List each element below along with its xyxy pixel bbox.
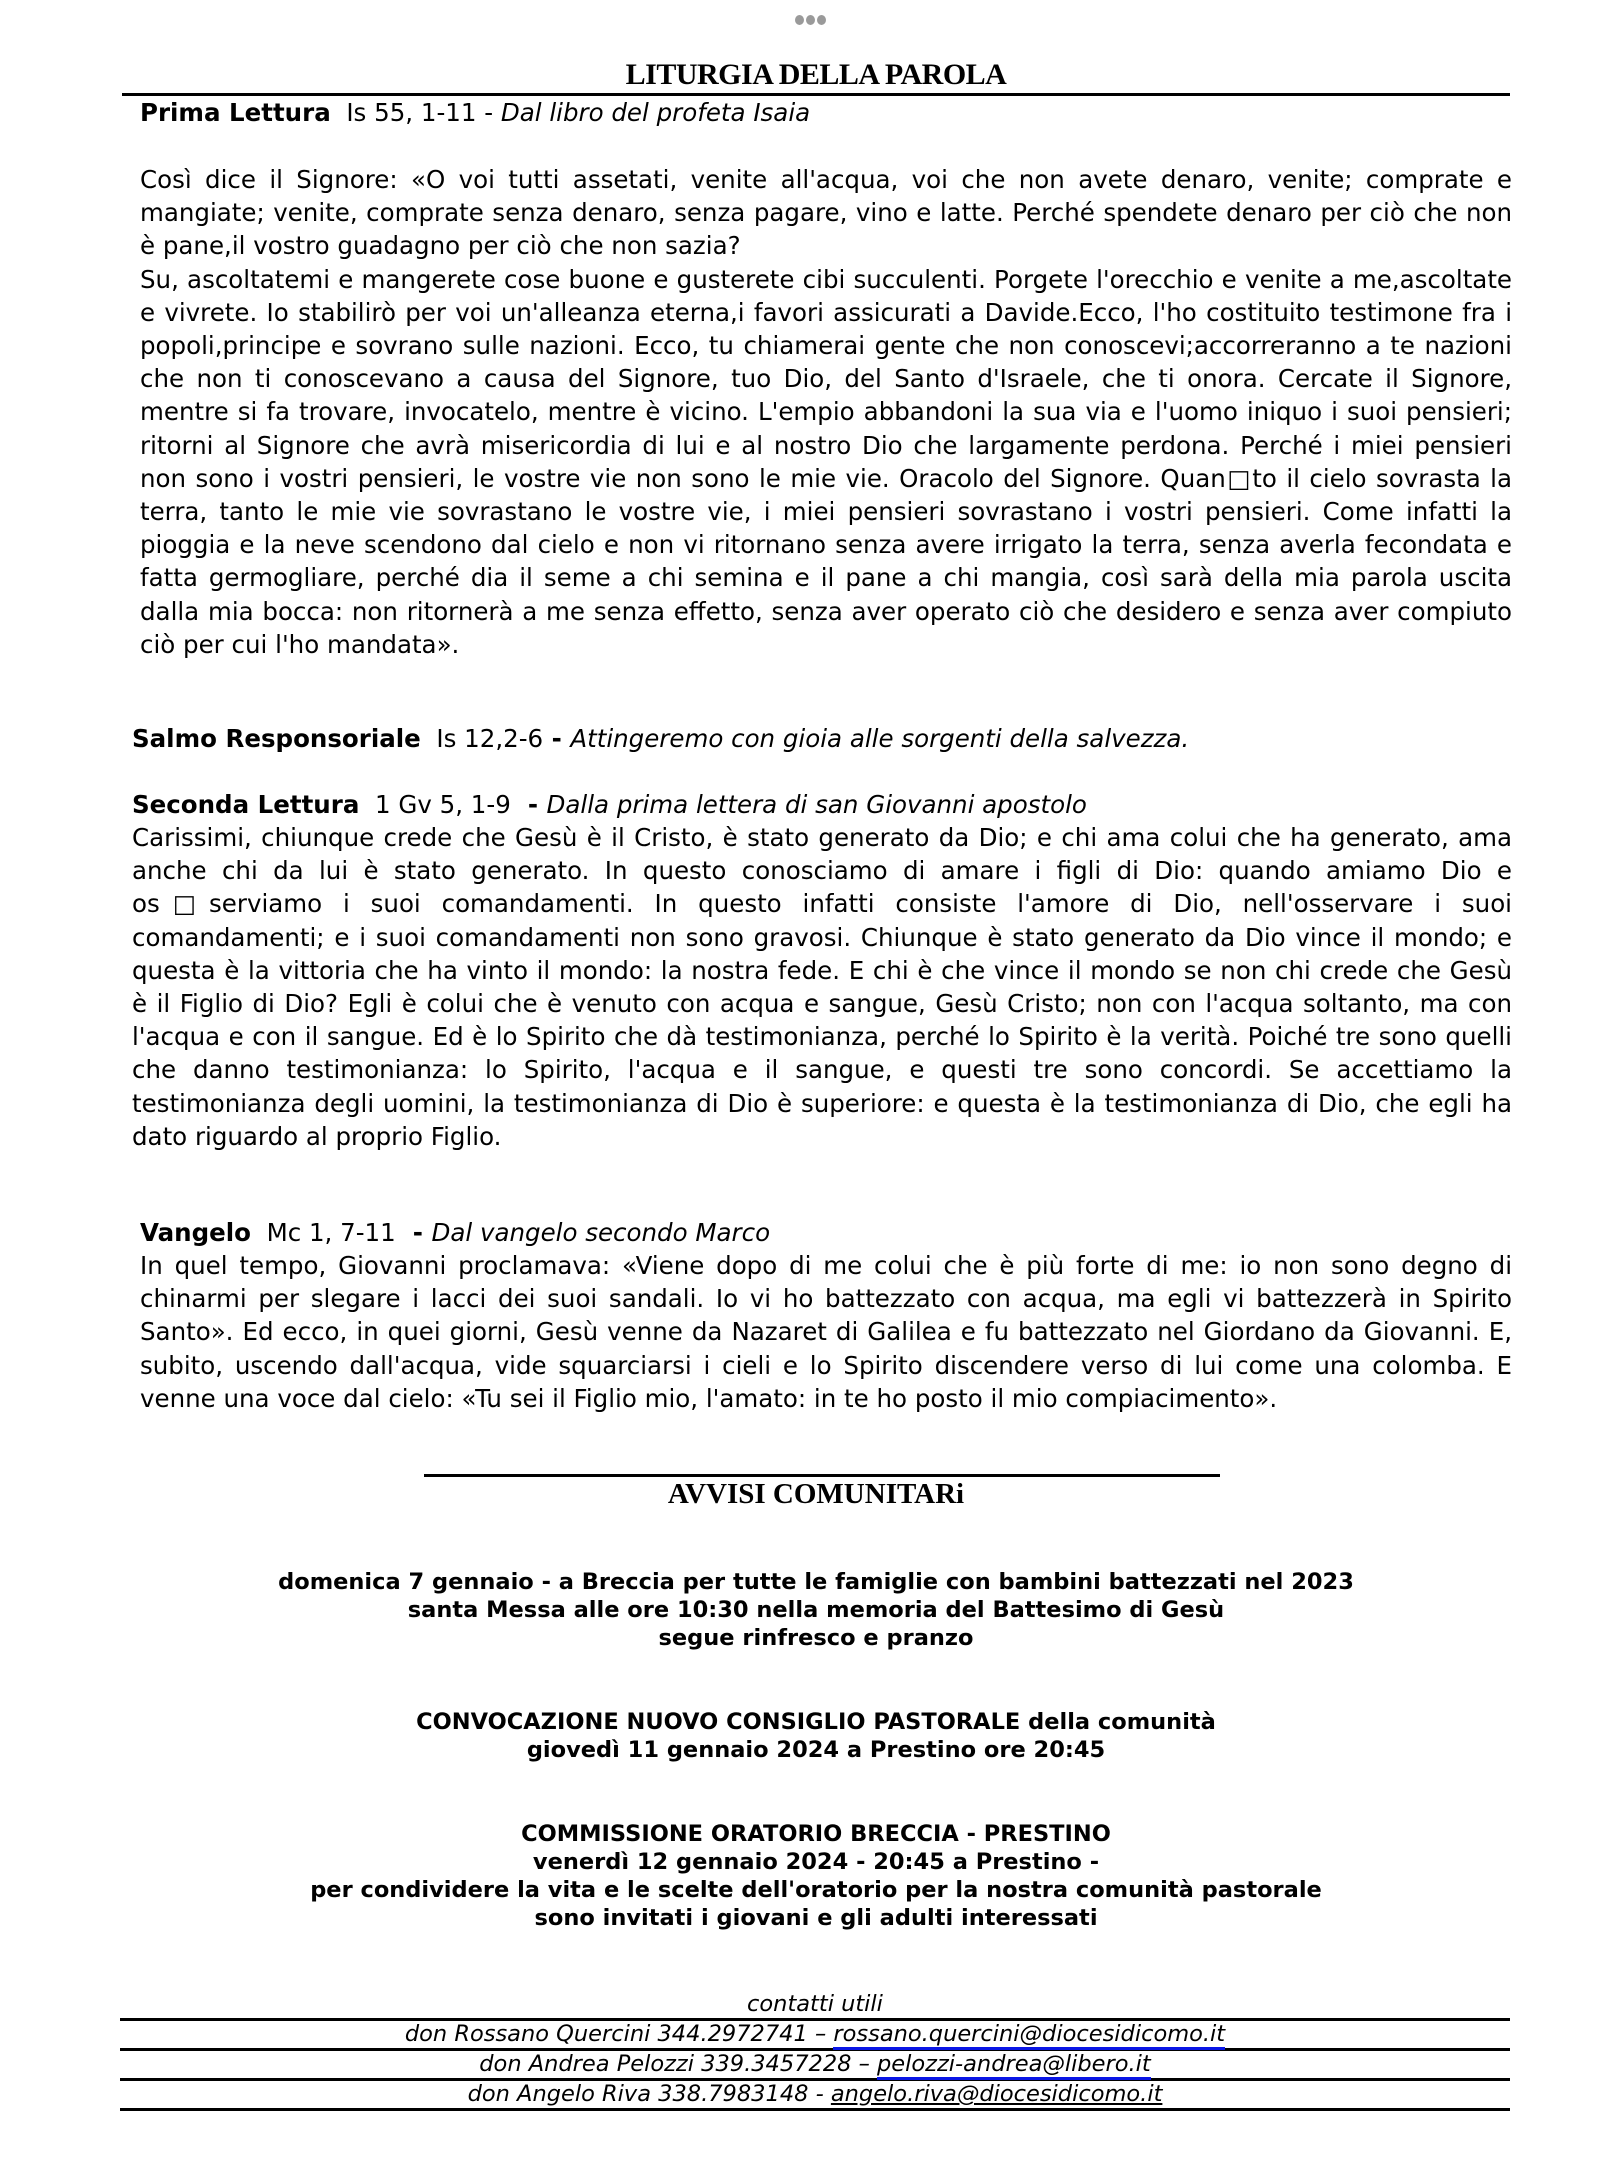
contact-email-link[interactable]: rossano.quercini@diocesidicomo.it (833, 2021, 1225, 2050)
contact-name-phone: don Rossano Quercini 344.2972741 – (404, 2021, 834, 2047)
seconda-lettura-label: Seconda Lettura (132, 790, 360, 819)
prima-lettura-source: Dal libro del profeta Isaia (500, 98, 811, 127)
prima-lettura-heading (140, 96, 1528, 129)
avvisi-title: AVVISI COMUNITARi (667, 1478, 965, 1510)
notice-consiglio-pastorale (122, 1708, 1510, 1764)
notice-line: venerdì 12 gennaio 2024 - 20:45 a Prestino - (532, 1849, 1100, 1875)
notice-line: santa Messa alle ore 10:30 nella memoria del Battesimo di Gesù (407, 1597, 1225, 1623)
notice-line: per condividere la vita e le scelte dell'oratorio per la nostra comunità pastorale (310, 1877, 1322, 1903)
vangelo-dash: - (395, 1218, 432, 1247)
contact-row (120, 2078, 1510, 2111)
page-title: LITURGIA DELLA PAROLA (625, 58, 1007, 91)
seconda-lettura-dash: - (510, 790, 547, 819)
prima-lettura-paragraph-2: Su, ascoltatemi e mangerete cose buone e gusterete cibi succulenti. Porgete l'orecchio e venite a me,ascoltate e vivrete. Io stabilirò per voi un'alleanza eterna,i favori assicurati a Davide.Ecco, l'ho costituito testimone fra i popoli,principe e sovrano sulle nazioni. Ecco, tu chiamerai gente che non conoscevi;accorreranno a te nazioni che non ti conoscevano a causa del Signore, tuo Dio, del Santo d'Israele, che ti onora. Cercate il Signore, mentre si fa trovare, invocatelo, mentre è vicino. L'empio abbandoni la sua via e l'uomo iniquo i suoi pensieri; ritorni al Signore che avrà misericordia di lui e al nostro Dio che largamente perdona. Perché i miei pensieri non sono i vostri pensieri, le vostre vie non sono le mie vie. Oracolo del Signore. Quan□to il cielo sovrasta la terra, tanto le mie vie sovrastano le vostre vie, i miei pensieri sovrastano i vostri pensieri. Come infatti la pioggia e la neve scendono dal cielo e non vi ritornano senza avere irrigato la terra, senza averla fecondata e fatta germogliare, perché dia il seme a chi semina e il pane a chi mangia, così sarà della mia parola uscita dalla mia bocca: non ritornerà a me senza effetto, senza aver operato ciò che desidero e senza aver compiuto ciò per cui l'ho mandata». (140, 264, 1512, 659)
vangelo-heading (140, 1216, 1528, 1249)
contact-row (120, 2048, 1510, 2078)
contact-name-phone: don Andrea Pelozzi 339.3457228 – (479, 2051, 878, 2077)
notice-battesimo (122, 1568, 1510, 1652)
notice-line: CONVOCAZIONE NUOVO CONSIGLIO PASTORALE della comunità (416, 1709, 1216, 1735)
salmo-dash: - (543, 724, 571, 753)
vangelo-source: Dal vangelo secondo Marco (431, 1218, 771, 1247)
salmo-heading (132, 722, 1520, 755)
contact-email: angelo.riva@diocesidicomo.it (830, 2081, 1163, 2107)
contact-name-phone: don Angelo Riva 338.7983148 - (467, 2081, 831, 2107)
more-options-icon[interactable] (0, 12, 1620, 30)
vangelo-label: Vangelo (140, 1218, 251, 1247)
notice-line: segue rinfresco e pranzo (658, 1625, 974, 1651)
notice-line: domenica 7 gennaio - a Breccia per tutte le famiglie con bambini battezzati nel 2023 (278, 1569, 1354, 1595)
seconda-lettura-heading (132, 788, 1520, 821)
contacts-label: contatti utili (747, 1991, 883, 2017)
prima-lettura-text (140, 163, 1512, 661)
seconda-lettura-ref: 1 Gv 5, 1-9 (374, 790, 511, 819)
contact-email-link[interactable]: pelozzi-andrea@libero.it (877, 2051, 1151, 2080)
seconda-lettura-source: Dalla prima lettera di san Giovanni apostolo (546, 790, 1087, 819)
salmo-ref: Is 12,2-6 (436, 724, 544, 753)
salmo-label: Salmo Responsoriale (132, 724, 421, 753)
contact-row (120, 2018, 1510, 2048)
prima-lettura-ref: Is 55, 1-11 - (346, 98, 501, 127)
vangelo-text: In quel tempo, Giovanni proclamava: «Viene dopo di me colui che è più forte di me: io non sono degno di chinarmi per slegare i lacci dei suoi sandali. Io vi ho battezzato con acqua, ma egli vi battezzerà in Spirito Santo». Ed ecco, in quei giorni, Gesù venne da Nazaret di Galilea e fu battezzato nel Giordano da Giovanni. E, subito, uscendo dall'acqua, vide squarciarsi i cieli e lo Spirito discendere verso di lui come una colomba. E venne una voce dal cielo: «Tu sei il Figlio mio, l'amato: in te ho posto il mio compiacimento». (140, 1251, 1512, 1413)
notice-commissione-oratorio (122, 1820, 1510, 1932)
notice-line: giovedì 11 gennaio 2024 a Prestino ore 20:45 (526, 1737, 1106, 1763)
notice-line: sono invitati i giovani e gli adulti interessati (534, 1905, 1098, 1931)
seconda-lettura-text: Carissimi, chiunque crede che Gesù è il Cristo, è stato generato da Dio; e chi ama colui che ha generato, ama anche chi da lui è stato generato. In questo conosciamo di amare i figli di Dio: quando amiamo Dio e os□serviamo i suoi comandamenti. In questo infatti consiste l'amore di Dio, nell'osservare i suoi comandamenti; e i suoi comandamenti non sono gravosi. Chiunque è stato generato da Dio vince il mondo; e questa è la vittoria che ha vinto il mondo: la nostra fede. E chi è che vince il mondo se non chi crede che Gesù è il Figlio di Dio? Egli è colui che è venuto con acqua e sangue, Gesù Cristo; non con l'acqua soltanto, ma con l'acqua e con il sangue. Ed è lo Spirito che dà testimonianza, perché lo Spirito è la verità. Poiché tre sono quelli che danno testimonianza: lo Spirito, l'acqua e il sangue, e questi tre sono concordi. Se accettiamo la testimonianza degli uomini, la testimonianza di Dio è superiore: e questa è la testimonianza di Dio, che egli ha dato riguardo al proprio Figlio. (132, 823, 1512, 1151)
avvisi-divider (424, 1474, 1220, 1477)
contacts-table (120, 1990, 1510, 2111)
prima-lettura-paragraph-1: Così dice il Signore: «O voi tutti assetati, venite all'acqua, voi che non avete denaro, venite; comprate e mangiate; venite, comprate senza denaro, senza pagare, vino e latte. Perché spendete denaro per ciò che non è pane,il vostro guadagno per ciò che non sazia? (140, 165, 1512, 261)
vangelo-ref: Mc 1, 7-11 (266, 1218, 396, 1247)
salmo-source: Attingeremo con gioia alle sorgenti della salvezza. (570, 724, 1190, 753)
prima-lettura-label: Prima Lettura (140, 98, 331, 127)
notice-line: COMMISSIONE ORATORIO BRECCIA - PRESTINO (521, 1821, 1111, 1847)
